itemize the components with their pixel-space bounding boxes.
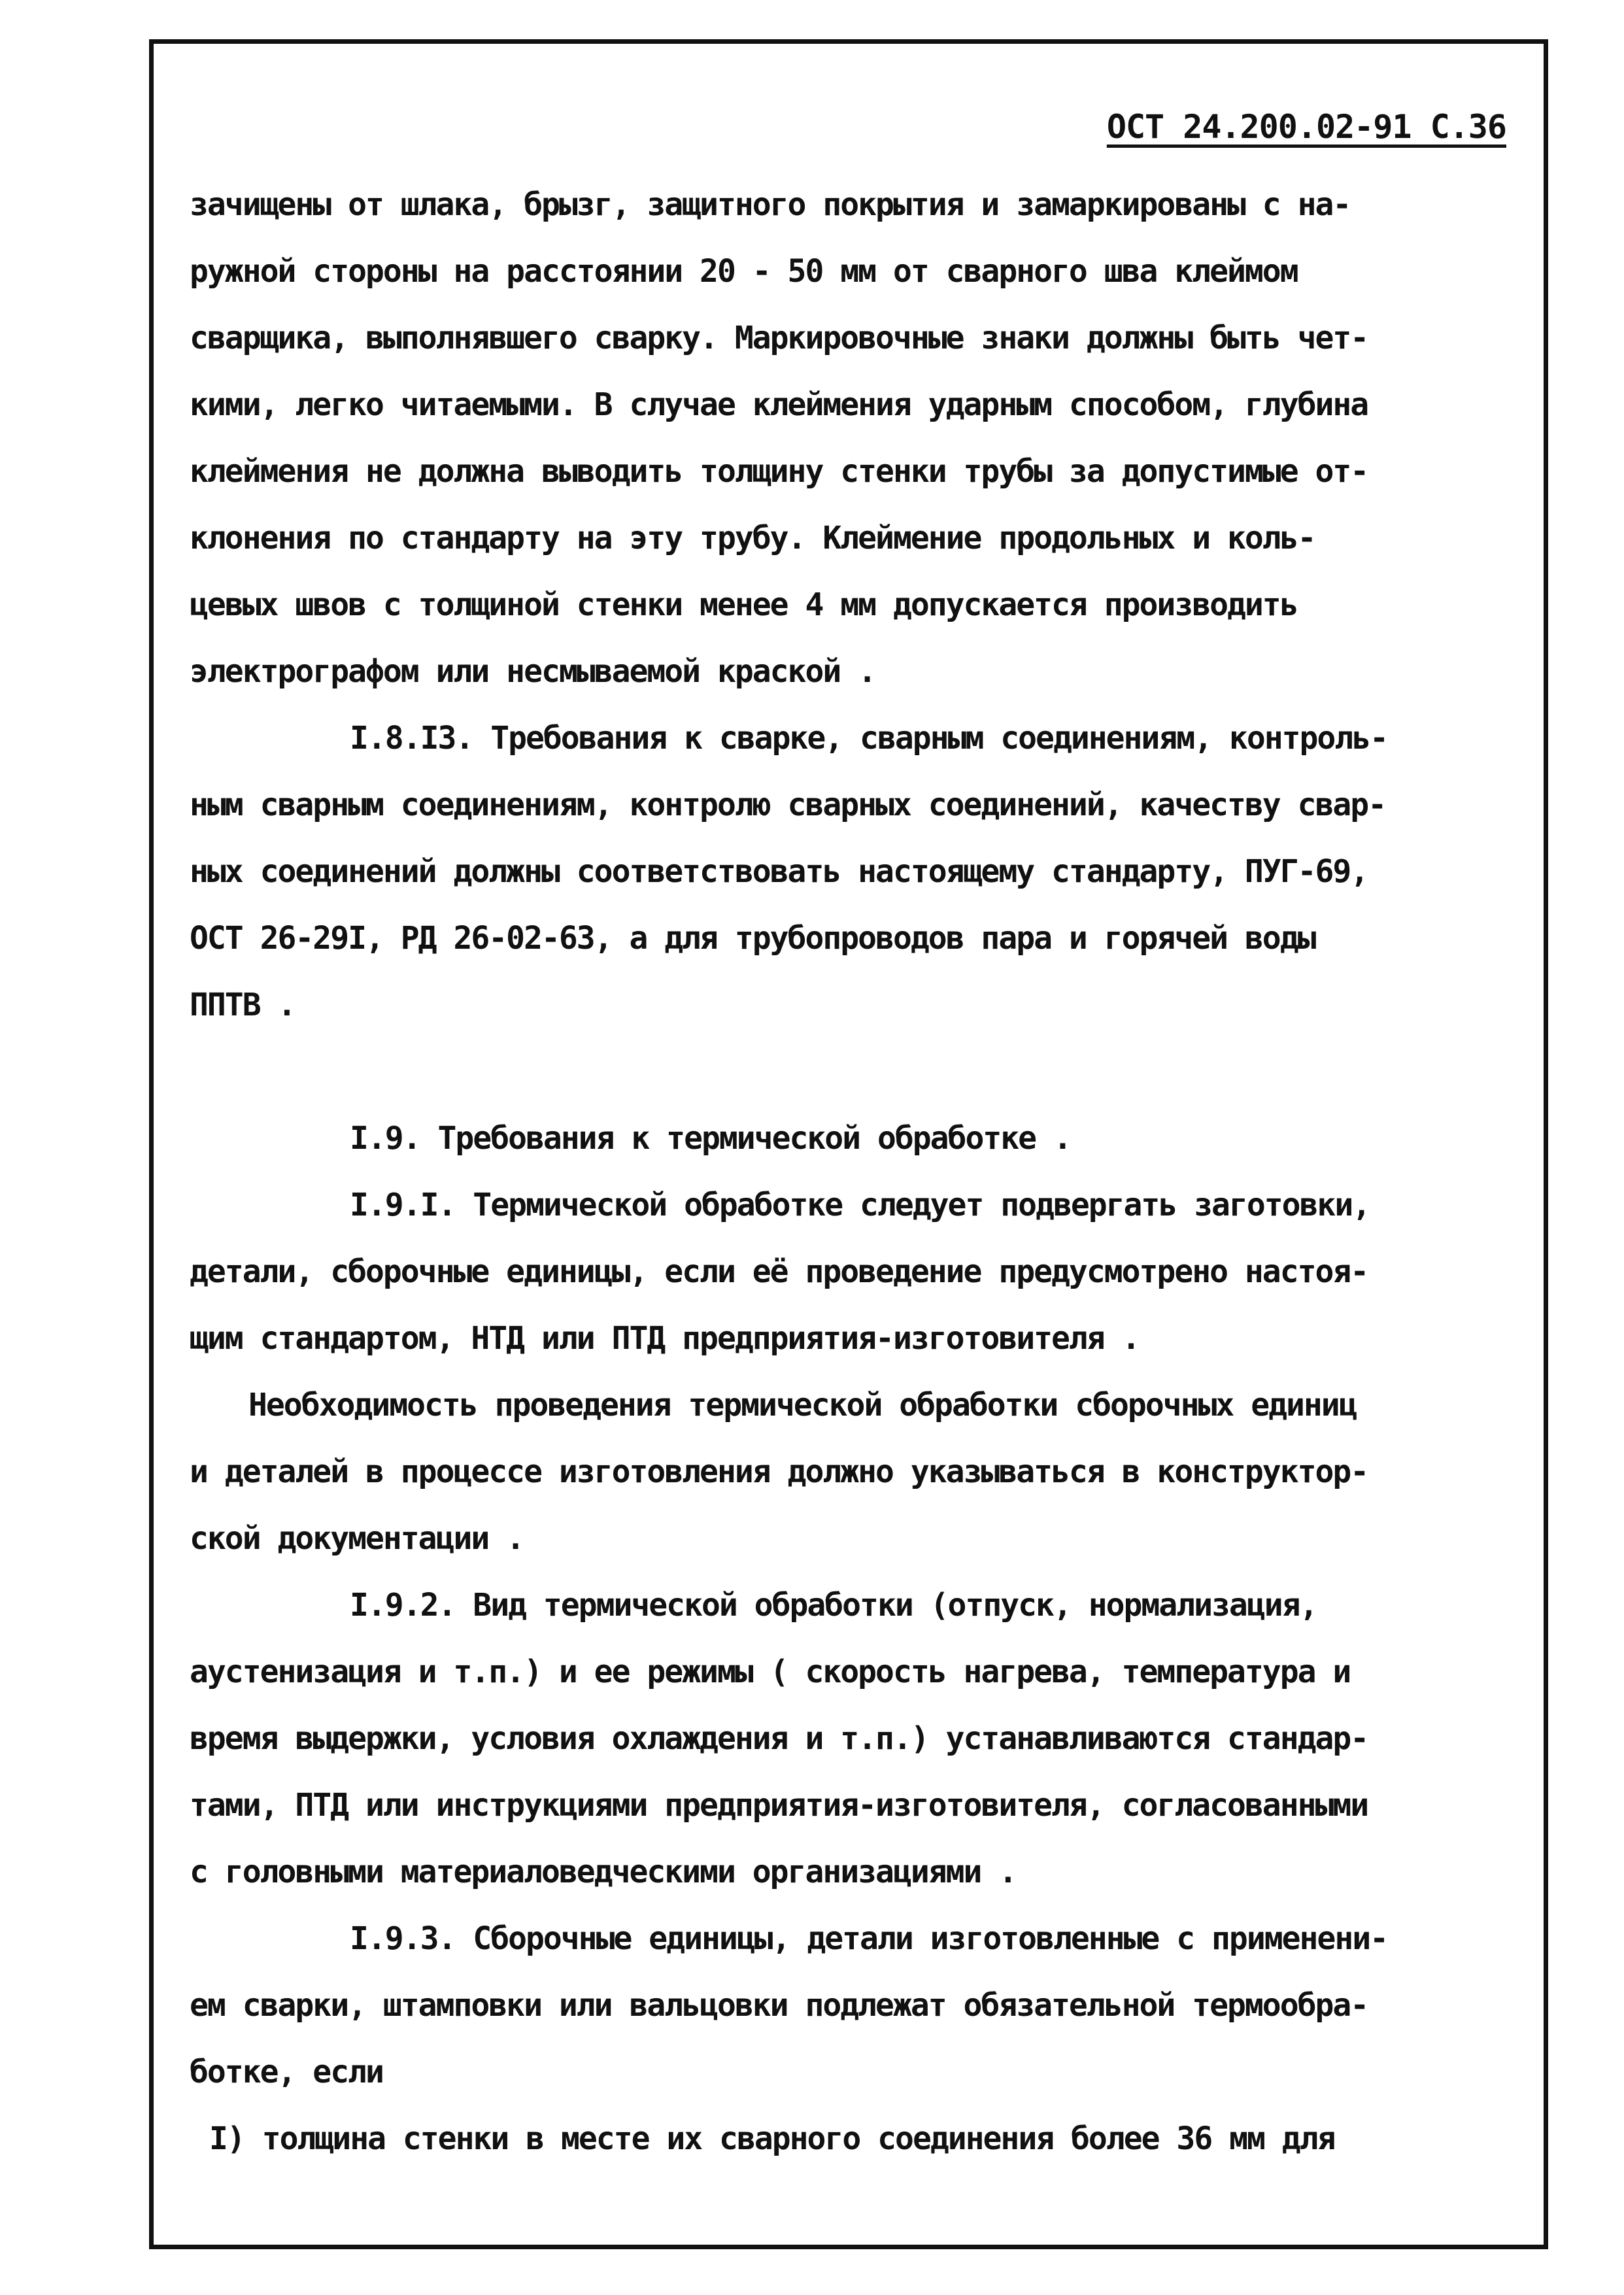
text-line: ным сварным соединениям, контролю сварных соединений, качеству свар- <box>190 787 1386 823</box>
text-line: ППТВ . <box>190 987 296 1023</box>
text-line: I.9. Требования к термической обработке . <box>350 1120 1071 1157</box>
text-line: ружной стороны на расстоянии 20 - 50 мм от сварного шва клеймом <box>190 253 1298 290</box>
document-reference: ОСТ 24.200.02-91 С.36 <box>1106 108 1506 146</box>
text-line: I.9.2. Вид термической обработки (отпуск, нормализация, <box>350 1587 1317 1624</box>
text-line: I.9.I. Термической обработке следует подвергать заготовки, <box>350 1187 1370 1223</box>
document-body <box>190 171 1543 2172</box>
text-line: I.9.3. Сборочные единицы, детали изготовленные с применени- <box>350 1920 1388 1957</box>
text-line: ем сварки, штамповки или вальцовки подлежат обязательной термообра- <box>190 1987 1368 2024</box>
text-line: ных соединений должны соответствовать настоящему стандарту, ПУГ-69, <box>190 853 1368 890</box>
text-line: тами, ПТД или инструкциями предприятия-изготовителя, согласованными <box>190 1787 1368 1824</box>
text-line <box>190 1038 1543 1105</box>
text-line: время выдержки, условия охлаждения и т.п.) устанавливаются стандар- <box>190 1720 1368 1757</box>
text-line: клонения по стандарту на эту трубу. Клеймение продольных и коль- <box>190 520 1315 556</box>
text-line: клеймения не должна выводить толщину стенки трубы за допустимые от- <box>190 453 1368 490</box>
text-line: зачищены от шлака, брызг, защитного покрытия и замаркированы с на- <box>190 186 1351 223</box>
text-line: щим стандартом, НТД или ПТД предприятия-изготовителя . <box>190 1320 1140 1357</box>
text-line: Необходимость проведения термической обработки сборочных единиц <box>248 1387 1357 1423</box>
text-line: кими, легко читаемыми. В случае клеймения ударным способом, глубина <box>190 386 1368 423</box>
text-line: сварщика, выполнявшего сварку. Маркировочные знаки должны быть чет- <box>190 320 1368 356</box>
text-line: I.8.I3. Требования к сварке, сварным соединениям, контроль- <box>350 720 1388 756</box>
text-line: ОСТ 26-29I, РД 26-02-63, а для трубопроводов пара и горячей воды <box>190 920 1315 957</box>
text-line: I) толщина стенки в месте их сварного соединения более 36 мм для <box>209 2120 1335 2157</box>
text-line: и деталей в процессе изготовления должно указываться в конструктор- <box>190 1454 1368 1490</box>
text-line: цевых швов с толщиной стенки менее 4 мм допускается производить <box>190 586 1298 623</box>
text-line: ботке, если <box>190 2054 383 2090</box>
text-line: детали, сборочные единицы, если её проведение предусмотрено настоя- <box>190 1253 1368 1290</box>
text-line: с головными материаловедческими организациями . <box>190 1854 1017 1890</box>
text-line: ской документации . <box>190 1520 524 1557</box>
text-line: аустенизация и т.п.) и ее режимы ( скорость нагрева, температура и <box>190 1654 1351 1690</box>
text-line: электрографом или несмываемой краской . <box>190 653 876 690</box>
